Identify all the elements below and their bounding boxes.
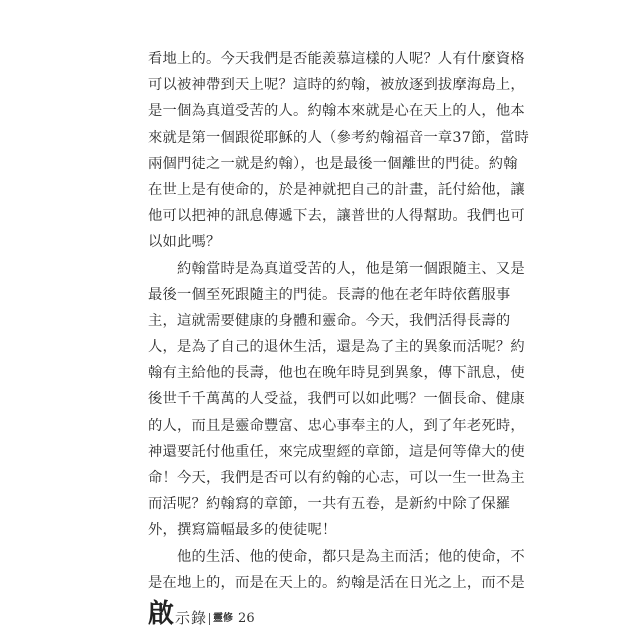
text-line: 神還要託付他重任，來完成聖經的章節，這是何等偉大的使 <box>148 443 525 460</box>
text-line: 後世千千萬萬的人受益，我們可以如此嗎？一個長命、健康 <box>148 391 525 408</box>
text-line: 人，是為了自己的退休生活，還是為了主的異象而活呢？約 <box>148 339 525 356</box>
text-line: 的人，而且是靈命豐富、忠心事奉主的人，到了年老死時， <box>148 417 525 434</box>
text-line: 他的生活、他的使命，都只是為主而活；他的使命，不 <box>177 548 525 565</box>
text-line: 最後一個至死跟隨主的門徒。長壽的他在老年時依舊服事 <box>148 286 511 303</box>
page-number: 26 <box>238 611 255 626</box>
text-line: 來就是第一個跟從耶穌的人（參考約翰福音一章37節，當時 <box>148 129 530 146</box>
text-line: 以如此嗎？ <box>148 234 221 251</box>
text-line: 外，撰寫篇幅最多的使徒呢！ <box>148 522 337 539</box>
text-line: 是在地上的，而是在天上的。約翰是活在日光之上，而不是 <box>148 574 525 591</box>
text-line: 翰有主給他的長壽，他也在晚年時見到異象，傳下訊息，使 <box>148 365 525 382</box>
book-title-char: 錄 <box>191 609 207 627</box>
text-line: 而活呢？約翰寫的章節，一共有五卷，是新約中除了保羅 <box>148 496 511 513</box>
text-line: 在世上是有使命的，於是神就把自己的計畫，託付給他，讓 <box>148 181 525 198</box>
page-footer <box>148 590 255 630</box>
text-line: 看地上的。今天我們是否能羨慕這樣的人呢？人有什麼資格 <box>148 51 525 67</box>
text-line: 命！今天，我們是否可以有約翰的心志，可以一生一世為主 <box>148 470 525 486</box>
text-line: 主，這就需要健康的身體和靈命。今天，我們活得長壽的 <box>148 312 511 329</box>
body-text <box>148 46 530 596</box>
text-line: 約翰當時是為真道受苦的人，他是第一個跟隨主、又是 <box>177 260 525 277</box>
text-line: 是一個為真道受苦的人。約翰本來就是心在天上的人，他本 <box>148 103 525 120</box>
text-line: 兩個門徒之一就是約翰），也是最後一個離世的門徒。約翰 <box>148 155 518 172</box>
text-line: 可以被神帶到天上呢？這時的約翰，被放逐到拔摩海島上， <box>148 77 525 94</box>
footer-divider <box>209 613 210 625</box>
book-title-main-char: 啟 <box>148 599 175 629</box>
text-line: 他可以把神的訊息傳遞下去，讓普世的人得幫助。我們也可 <box>148 208 525 225</box>
book-title-char: 示 <box>175 609 191 627</box>
series-tag: 靈修 <box>213 613 234 624</box>
